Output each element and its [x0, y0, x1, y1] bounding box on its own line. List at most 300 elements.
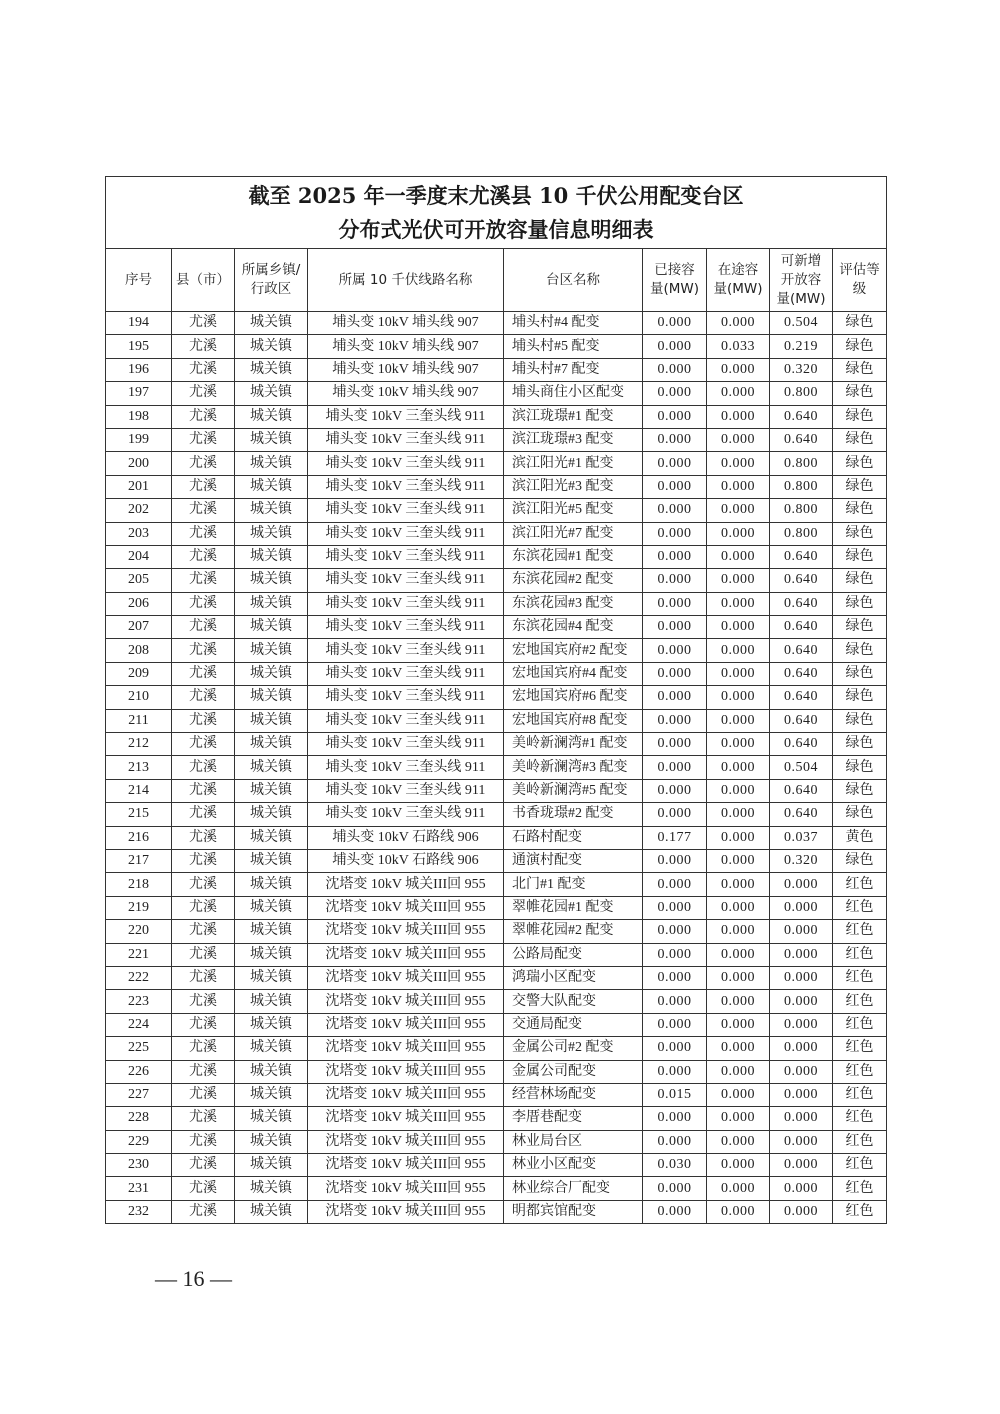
table-row [106, 358, 887, 381]
cell-col-township: 城关镇 [235, 873, 308, 896]
cell-col-connected-capacity: 0.000 [643, 452, 707, 475]
cell-col-connected-capacity: 0.000 [643, 428, 707, 451]
cell-col-rating: 绿色 [833, 756, 887, 779]
cell-col-township: 城关镇 [235, 545, 308, 568]
cell-col-line-name: 沈塔变 10kV 城关III回 955 [308, 1013, 504, 1036]
table-row [106, 920, 887, 943]
cell-col-pending-capacity: 0.000 [707, 592, 770, 615]
cell-col-connected-capacity: 0.000 [643, 849, 707, 872]
cell-col-new-capacity: 0.000 [770, 873, 833, 896]
cell-col-pending-capacity: 0.000 [707, 896, 770, 919]
cell-col-line-name: 沈塔变 10kV 城关III回 955 [308, 1037, 504, 1060]
cell-col-line-name: 埔头变 10kV 三奎头线 911 [308, 662, 504, 685]
cell-col-township: 城关镇 [235, 1107, 308, 1130]
cell-col-connected-capacity: 0.000 [643, 312, 707, 335]
cell-col-area-name: 林业小区配变 [504, 1154, 643, 1177]
cell-col-area-name: 交警大队配变 [504, 990, 643, 1013]
cell-col-connected-capacity: 0.000 [643, 335, 707, 358]
cell-col-rating: 绿色 [833, 849, 887, 872]
cell-col-line-name: 沈塔变 10kV 城关III回 955 [308, 896, 504, 919]
cell-col-pending-capacity: 0.000 [707, 1154, 770, 1177]
cell-col-connected-capacity: 0.000 [643, 873, 707, 896]
cell-col-pending-capacity: 0.000 [707, 522, 770, 545]
cell-col-area-name: 翠帷花园#1 配变 [504, 896, 643, 919]
cell-col-index: 231 [106, 1177, 172, 1200]
cell-col-pending-capacity: 0.000 [707, 428, 770, 451]
capacity-table [105, 176, 887, 1224]
cell-col-connected-capacity: 0.000 [643, 1013, 707, 1036]
cell-col-connected-capacity: 0.000 [643, 803, 707, 826]
cell-col-connected-capacity: 0.000 [643, 1177, 707, 1200]
cell-col-county: 尤溪 [172, 382, 235, 405]
cell-col-pending-capacity: 0.000 [707, 966, 770, 989]
cell-col-line-name: 埔头变 10kV 埔头线 907 [308, 335, 504, 358]
cell-col-township: 城关镇 [235, 405, 308, 428]
cell-col-township: 城关镇 [235, 335, 308, 358]
cell-col-township: 城关镇 [235, 1177, 308, 1200]
cell-col-area-name: 宏地国宾府#6 配变 [504, 686, 643, 709]
cell-col-area-name: 东滨花园#2 配变 [504, 569, 643, 592]
cell-col-pending-capacity: 0.000 [707, 779, 770, 802]
cell-col-index: 200 [106, 452, 172, 475]
header-col-index: 序号 [106, 249, 172, 312]
cell-col-connected-capacity: 0.015 [643, 1083, 707, 1106]
cell-col-rating: 绿色 [833, 452, 887, 475]
cell-col-index: 196 [106, 358, 172, 381]
cell-col-index: 211 [106, 709, 172, 732]
cell-col-county: 尤溪 [172, 592, 235, 615]
table-row [106, 1107, 887, 1130]
cell-col-rating: 绿色 [833, 592, 887, 615]
cell-col-township: 城关镇 [235, 896, 308, 919]
cell-col-county: 尤溪 [172, 428, 235, 451]
cell-col-new-capacity: 0.000 [770, 966, 833, 989]
cell-col-connected-capacity: 0.000 [643, 1060, 707, 1083]
cell-col-pending-capacity: 0.000 [707, 499, 770, 522]
cell-col-line-name: 埔头变 10kV 三奎头线 911 [308, 756, 504, 779]
cell-col-line-name: 埔头变 10kV 三奎头线 911 [308, 779, 504, 802]
cell-col-rating: 绿色 [833, 733, 887, 756]
cell-col-township: 城关镇 [235, 1154, 308, 1177]
cell-col-connected-capacity: 0.000 [643, 639, 707, 662]
cell-col-connected-capacity: 0.000 [643, 709, 707, 732]
table-row [106, 639, 887, 662]
cell-col-line-name: 沈塔变 10kV 城关III回 955 [308, 920, 504, 943]
cell-col-pending-capacity: 0.000 [707, 1107, 770, 1130]
table-row [106, 475, 887, 498]
cell-col-area-name: 石路村配变 [504, 826, 643, 849]
cell-col-county: 尤溪 [172, 522, 235, 545]
cell-col-line-name: 埔头变 10kV 三奎头线 911 [308, 545, 504, 568]
cell-col-connected-capacity: 0.000 [643, 569, 707, 592]
cell-col-connected-capacity: 0.000 [643, 616, 707, 639]
cell-col-index: 220 [106, 920, 172, 943]
cell-col-rating: 绿色 [833, 475, 887, 498]
cell-col-new-capacity: 0.000 [770, 1200, 833, 1223]
cell-col-index: 215 [106, 803, 172, 826]
cell-col-new-capacity: 0.000 [770, 896, 833, 919]
cell-col-area-name: 金属公司配变 [504, 1060, 643, 1083]
cell-col-county: 尤溪 [172, 1130, 235, 1153]
cell-col-connected-capacity: 0.000 [643, 779, 707, 802]
cell-col-index: 219 [106, 896, 172, 919]
cell-col-rating: 绿色 [833, 803, 887, 826]
cell-col-index: 206 [106, 592, 172, 615]
cell-col-index: 210 [106, 686, 172, 709]
cell-col-county: 尤溪 [172, 358, 235, 381]
cell-col-township: 城关镇 [235, 1060, 308, 1083]
cell-col-area-name: 滨江阳光#7 配变 [504, 522, 643, 545]
cell-col-new-capacity: 0.000 [770, 1037, 833, 1060]
cell-col-connected-capacity: 0.030 [643, 1154, 707, 1177]
cell-col-index: 205 [106, 569, 172, 592]
table-row [106, 896, 887, 919]
cell-col-rating: 绿色 [833, 358, 887, 381]
cell-col-index: 218 [106, 873, 172, 896]
table-row [106, 1083, 887, 1106]
cell-col-new-capacity: 0.000 [770, 943, 833, 966]
cell-col-connected-capacity: 0.000 [643, 896, 707, 919]
cell-col-area-name: 鸿瑞小区配变 [504, 966, 643, 989]
cell-col-county: 尤溪 [172, 966, 235, 989]
cell-col-township: 城关镇 [235, 382, 308, 405]
cell-col-pending-capacity: 0.000 [707, 733, 770, 756]
cell-col-area-name: 宏地国宾府#4 配变 [504, 662, 643, 685]
cell-col-new-capacity: 0.640 [770, 709, 833, 732]
table-row [106, 826, 887, 849]
cell-col-pending-capacity: 0.000 [707, 943, 770, 966]
cell-col-new-capacity: 0.800 [770, 522, 833, 545]
cell-col-area-name: 交通局配变 [504, 1013, 643, 1036]
cell-col-connected-capacity: 0.000 [643, 382, 707, 405]
table-body [106, 312, 887, 1224]
cell-col-new-capacity: 0.000 [770, 1130, 833, 1153]
cell-col-new-capacity: 0.504 [770, 756, 833, 779]
cell-col-line-name: 埔头变 10kV 三奎头线 911 [308, 686, 504, 709]
page-number: — 16 — [155, 1266, 232, 1291]
cell-col-area-name: 翠帷花园#2 配变 [504, 920, 643, 943]
cell-col-rating: 红色 [833, 873, 887, 896]
cell-col-county: 尤溪 [172, 569, 235, 592]
cell-col-pending-capacity: 0.000 [707, 990, 770, 1013]
cell-col-township: 城关镇 [235, 639, 308, 662]
cell-col-line-name: 沈塔变 10kV 城关III回 955 [308, 990, 504, 1013]
cell-col-new-capacity: 0.640 [770, 662, 833, 685]
cell-col-pending-capacity: 0.000 [707, 1037, 770, 1060]
cell-col-line-name: 埔头变 10kV 三奎头线 911 [308, 639, 504, 662]
cell-col-county: 尤溪 [172, 1154, 235, 1177]
cell-col-township: 城关镇 [235, 312, 308, 335]
cell-col-county: 尤溪 [172, 943, 235, 966]
cell-col-county: 尤溪 [172, 1200, 235, 1223]
header-col-pending-capacity: 在途容量(MW) [707, 249, 770, 312]
cell-col-line-name: 沈塔变 10kV 城关III回 955 [308, 1154, 504, 1177]
cell-col-index: 204 [106, 545, 172, 568]
cell-col-township: 城关镇 [235, 849, 308, 872]
cell-col-new-capacity: 0.640 [770, 686, 833, 709]
cell-col-county: 尤溪 [172, 1060, 235, 1083]
cell-col-area-name: 美岭新澜湾#3 配变 [504, 756, 643, 779]
cell-col-pending-capacity: 0.000 [707, 1083, 770, 1106]
cell-col-line-name: 沈塔变 10kV 城关III回 955 [308, 1060, 504, 1083]
cell-col-pending-capacity: 0.033 [707, 335, 770, 358]
cell-col-connected-capacity: 0.000 [643, 1200, 707, 1223]
cell-col-rating: 红色 [833, 1013, 887, 1036]
table-row [106, 452, 887, 475]
cell-col-rating: 绿色 [833, 662, 887, 685]
cell-col-rating: 绿色 [833, 709, 887, 732]
cell-col-county: 尤溪 [172, 873, 235, 896]
cell-col-rating: 红色 [833, 1200, 887, 1223]
table-title-line1: 截至 2025 年一季度末尤溪县 10 千伏公用配变台区 [248, 182, 744, 208]
cell-col-rating: 绿色 [833, 312, 887, 335]
cell-col-line-name: 埔头变 10kV 三奎头线 911 [308, 733, 504, 756]
cell-col-pending-capacity: 0.000 [707, 756, 770, 779]
table-row [106, 1130, 887, 1153]
cell-col-pending-capacity: 0.000 [707, 569, 770, 592]
cell-col-county: 尤溪 [172, 499, 235, 522]
cell-col-rating: 红色 [833, 896, 887, 919]
cell-col-line-name: 沈塔变 10kV 城关III回 955 [308, 1083, 504, 1106]
cell-col-new-capacity: 0.640 [770, 639, 833, 662]
cell-col-index: 213 [106, 756, 172, 779]
table-row [106, 1060, 887, 1083]
table-row [106, 1200, 887, 1223]
cell-col-area-name: 李厝巷配变 [504, 1107, 643, 1130]
cell-col-rating: 红色 [833, 1037, 887, 1060]
table-row [106, 545, 887, 568]
cell-col-rating: 红色 [833, 966, 887, 989]
cell-col-line-name: 埔头变 10kV 石路线 906 [308, 849, 504, 872]
cell-col-line-name: 埔头变 10kV 埔头线 907 [308, 358, 504, 381]
cell-col-index: 227 [106, 1083, 172, 1106]
cell-col-county: 尤溪 [172, 1107, 235, 1130]
header-col-area-name: 台区名称 [504, 249, 643, 312]
cell-col-line-name: 埔头变 10kV 埔头线 907 [308, 312, 504, 335]
cell-col-new-capacity: 0.640 [770, 428, 833, 451]
cell-col-area-name: 埔头村#5 配变 [504, 335, 643, 358]
cell-col-area-name: 通演村配变 [504, 849, 643, 872]
cell-col-line-name: 沈塔变 10kV 城关III回 955 [308, 1177, 504, 1200]
cell-col-connected-capacity: 0.000 [643, 756, 707, 779]
cell-col-pending-capacity: 0.000 [707, 826, 770, 849]
cell-col-index: 223 [106, 990, 172, 1013]
cell-col-new-capacity: 0.320 [770, 358, 833, 381]
cell-col-connected-capacity: 0.000 [643, 499, 707, 522]
table-row [106, 428, 887, 451]
cell-col-new-capacity: 0.800 [770, 475, 833, 498]
cell-col-rating: 绿色 [833, 616, 887, 639]
cell-col-new-capacity: 0.640 [770, 545, 833, 568]
cell-col-pending-capacity: 0.000 [707, 639, 770, 662]
cell-col-township: 城关镇 [235, 358, 308, 381]
cell-col-county: 尤溪 [172, 639, 235, 662]
table-row [106, 686, 887, 709]
table-row [106, 592, 887, 615]
cell-col-area-name: 公路局配变 [504, 943, 643, 966]
cell-col-rating: 红色 [833, 920, 887, 943]
cell-col-pending-capacity: 0.000 [707, 545, 770, 568]
capacity-table-container [105, 176, 886, 1224]
table-row [106, 522, 887, 545]
cell-col-pending-capacity: 0.000 [707, 452, 770, 475]
cell-col-new-capacity: 0.000 [770, 1060, 833, 1083]
cell-col-township: 城关镇 [235, 826, 308, 849]
cell-col-connected-capacity: 0.000 [643, 686, 707, 709]
cell-col-township: 城关镇 [235, 1200, 308, 1223]
header-col-line-name: 所属 10 千伏线路名称 [308, 249, 504, 312]
cell-col-index: 209 [106, 662, 172, 685]
cell-col-index: 194 [106, 312, 172, 335]
cell-col-area-name: 埔头村#7 配变 [504, 358, 643, 381]
cell-col-pending-capacity: 0.000 [707, 1130, 770, 1153]
cell-col-line-name: 埔头变 10kV 三奎头线 911 [308, 452, 504, 475]
cell-col-connected-capacity: 0.177 [643, 826, 707, 849]
cell-col-county: 尤溪 [172, 452, 235, 475]
cell-col-rating: 红色 [833, 1060, 887, 1083]
cell-col-new-capacity: 0.000 [770, 1107, 833, 1130]
table-row [106, 779, 887, 802]
cell-col-connected-capacity: 0.000 [643, 405, 707, 428]
cell-col-township: 城关镇 [235, 1013, 308, 1036]
cell-col-connected-capacity: 0.000 [643, 1130, 707, 1153]
cell-col-county: 尤溪 [172, 1037, 235, 1060]
cell-col-county: 尤溪 [172, 990, 235, 1013]
cell-col-index: 232 [106, 1200, 172, 1223]
cell-col-rating: 红色 [833, 1154, 887, 1177]
cell-col-connected-capacity: 0.000 [643, 522, 707, 545]
cell-col-township: 城关镇 [235, 920, 308, 943]
cell-col-pending-capacity: 0.000 [707, 920, 770, 943]
table-title-line2: 分布式光伏可开放容量信息明细表 [338, 216, 654, 242]
cell-col-rating: 红色 [833, 943, 887, 966]
cell-col-rating: 绿色 [833, 382, 887, 405]
cell-col-rating: 绿色 [833, 639, 887, 662]
cell-col-line-name: 埔头变 10kV 三奎头线 911 [308, 569, 504, 592]
cell-col-rating: 绿色 [833, 405, 887, 428]
cell-col-township: 城关镇 [235, 1130, 308, 1153]
cell-col-index: 208 [106, 639, 172, 662]
cell-col-line-name: 埔头变 10kV 三奎头线 911 [308, 405, 504, 428]
cell-col-pending-capacity: 0.000 [707, 405, 770, 428]
cell-col-area-name: 金属公司#2 配变 [504, 1037, 643, 1060]
cell-col-area-name: 东滨花园#1 配变 [504, 545, 643, 568]
cell-col-new-capacity: 0.640 [770, 616, 833, 639]
table-row [106, 803, 887, 826]
cell-col-index: 195 [106, 335, 172, 358]
table-row [106, 990, 887, 1013]
cell-col-county: 尤溪 [172, 756, 235, 779]
cell-col-pending-capacity: 0.000 [707, 1060, 770, 1083]
table-row [106, 709, 887, 732]
header-col-township: 所属乡镇/行政区 [235, 249, 308, 312]
cell-col-pending-capacity: 0.000 [707, 475, 770, 498]
cell-col-connected-capacity: 0.000 [643, 475, 707, 498]
cell-col-pending-capacity: 0.000 [707, 873, 770, 896]
cell-col-rating: 红色 [833, 990, 887, 1013]
table-row [106, 499, 887, 522]
cell-col-rating: 绿色 [833, 686, 887, 709]
cell-col-index: 199 [106, 428, 172, 451]
cell-col-pending-capacity: 0.000 [707, 1200, 770, 1223]
cell-col-area-name: 美岭新澜湾#5 配变 [504, 779, 643, 802]
cell-col-area-name: 林业局台区 [504, 1130, 643, 1153]
cell-col-township: 城关镇 [235, 943, 308, 966]
table-row [106, 662, 887, 685]
table-row [106, 849, 887, 872]
cell-col-index: 216 [106, 826, 172, 849]
cell-col-township: 城关镇 [235, 1083, 308, 1106]
cell-col-connected-capacity: 0.000 [643, 358, 707, 381]
cell-col-index: 212 [106, 733, 172, 756]
cell-col-township: 城关镇 [235, 475, 308, 498]
cell-col-line-name: 埔头变 10kV 石路线 906 [308, 826, 504, 849]
cell-col-connected-capacity: 0.000 [643, 545, 707, 568]
cell-col-county: 尤溪 [172, 616, 235, 639]
cell-col-connected-capacity: 0.000 [643, 1107, 707, 1130]
cell-col-line-name: 埔头变 10kV 三奎头线 911 [308, 709, 504, 732]
cell-col-new-capacity: 0.800 [770, 382, 833, 405]
cell-col-area-name: 滨江珑璟#3 配变 [504, 428, 643, 451]
cell-col-new-capacity: 0.640 [770, 569, 833, 592]
cell-col-pending-capacity: 0.000 [707, 1013, 770, 1036]
cell-col-connected-capacity: 0.000 [643, 990, 707, 1013]
cell-col-area-name: 埔头商住小区配变 [504, 382, 643, 405]
header-col-connected-capacity: 已接容量(MW) [643, 249, 707, 312]
cell-col-index: 226 [106, 1060, 172, 1083]
cell-col-township: 城关镇 [235, 522, 308, 545]
cell-col-area-name: 滨江阳光#5 配变 [504, 499, 643, 522]
cell-col-area-name: 经营林场配变 [504, 1083, 643, 1106]
table-row [106, 943, 887, 966]
cell-col-township: 城关镇 [235, 1037, 308, 1060]
cell-col-line-name: 沈塔变 10kV 城关III回 955 [308, 1107, 504, 1130]
cell-col-pending-capacity: 0.000 [707, 616, 770, 639]
table-row [106, 873, 887, 896]
cell-col-new-capacity: 0.000 [770, 990, 833, 1013]
cell-col-area-name: 书香珑璟#2 配变 [504, 803, 643, 826]
cell-col-index: 221 [106, 943, 172, 966]
table-row [106, 1037, 887, 1060]
cell-col-connected-capacity: 0.000 [643, 592, 707, 615]
cell-col-county: 尤溪 [172, 662, 235, 685]
cell-col-new-capacity: 0.000 [770, 1154, 833, 1177]
cell-col-line-name: 沈塔变 10kV 城关III回 955 [308, 1200, 504, 1223]
cell-col-new-capacity: 0.037 [770, 826, 833, 849]
cell-col-connected-capacity: 0.000 [643, 733, 707, 756]
cell-col-index: 225 [106, 1037, 172, 1060]
cell-col-new-capacity: 0.320 [770, 849, 833, 872]
cell-col-new-capacity: 0.219 [770, 335, 833, 358]
cell-col-area-name: 宏地国宾府#8 配变 [504, 709, 643, 732]
table-row [106, 382, 887, 405]
header-col-county: 县（市） [172, 249, 235, 312]
cell-col-rating: 绿色 [833, 335, 887, 358]
cell-col-county: 尤溪 [172, 1083, 235, 1106]
cell-col-pending-capacity: 0.000 [707, 686, 770, 709]
cell-col-index: 201 [106, 475, 172, 498]
cell-col-rating: 绿色 [833, 499, 887, 522]
table-row [106, 569, 887, 592]
cell-col-pending-capacity: 0.000 [707, 662, 770, 685]
table-title [106, 177, 887, 249]
cell-col-line-name: 埔头变 10kV 三奎头线 911 [308, 592, 504, 615]
cell-col-county: 尤溪 [172, 1013, 235, 1036]
cell-col-area-name: 埔头村#4 配变 [504, 312, 643, 335]
cell-col-county: 尤溪 [172, 826, 235, 849]
cell-col-index: 202 [106, 499, 172, 522]
cell-col-new-capacity: 0.640 [770, 733, 833, 756]
